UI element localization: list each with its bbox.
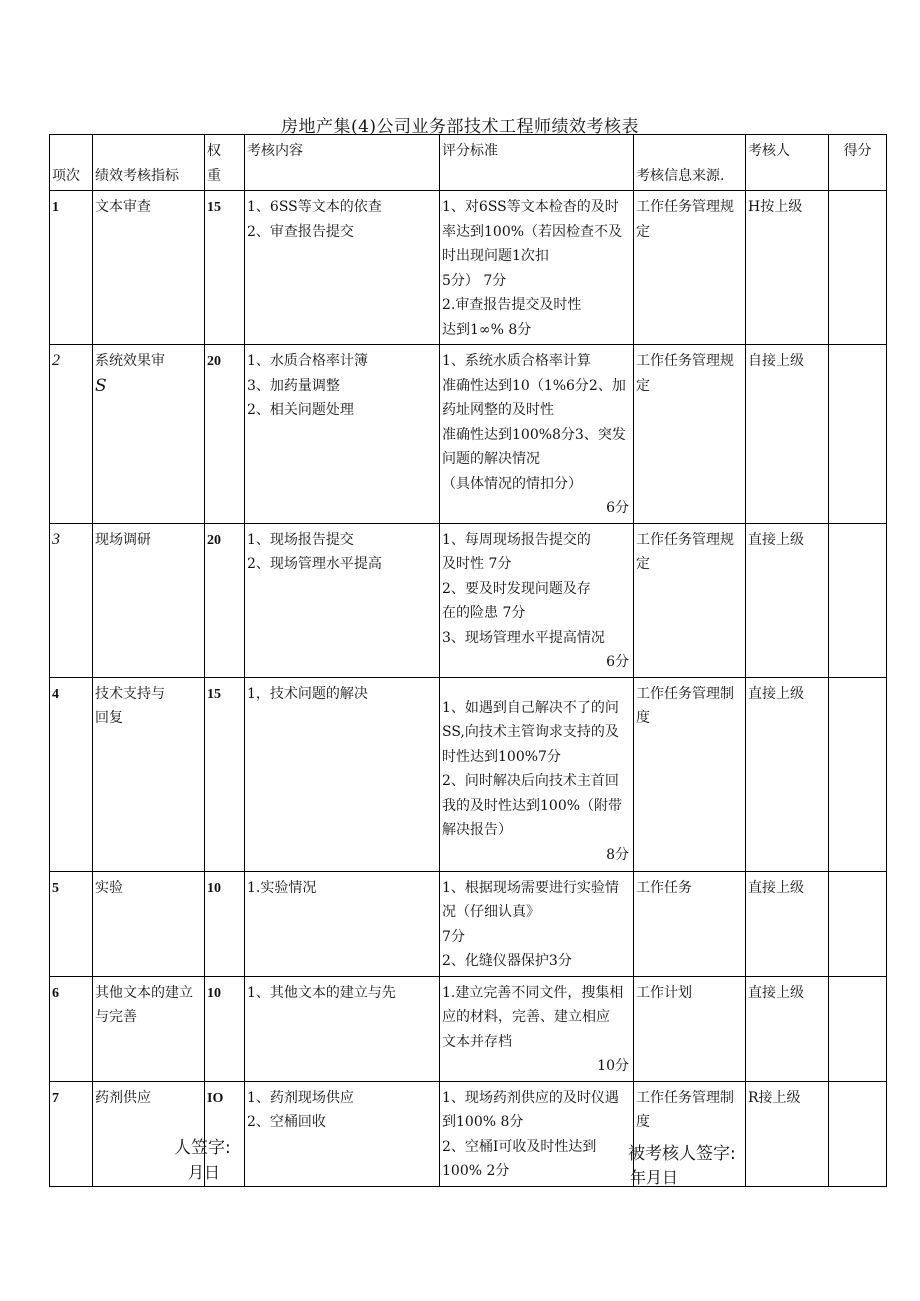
table-row — [50, 976, 887, 1081]
criteria-cell — [440, 677, 634, 871]
criteria-line: 准确性达到10（1%6分2、加 — [442, 377, 626, 394]
content-cell — [245, 1081, 440, 1186]
content-cell — [245, 191, 440, 345]
content-line: 1、其他文本的建立与先 — [247, 984, 396, 1001]
criteria-line: 应的材料，完善、建立相应 — [442, 1009, 610, 1025]
header-weight — [205, 135, 245, 191]
criteria-line: 文本并存档 — [442, 1033, 512, 1050]
criteria-line: 1、系统水质合格率计算 — [442, 353, 591, 369]
item-number-cell — [50, 523, 93, 677]
criteria-line: 达到1∞% 8分 — [442, 321, 532, 338]
score-cell — [829, 345, 887, 524]
item-number-cell — [50, 345, 93, 524]
content-line: 1.实验情况 — [247, 879, 317, 896]
assessor-cell: 直接上级 — [746, 871, 829, 976]
item-number: 6 — [52, 985, 59, 1001]
criteria-line: 2、问时解决后向技术主首回 — [442, 773, 619, 789]
indicator-cell — [93, 345, 205, 524]
signature-label-left: 人笠字: — [174, 1138, 231, 1158]
weight-value: 20 — [207, 532, 221, 548]
source-cell: 工作任务管理规定 — [634, 191, 746, 345]
indicator-line: 药剂供应 — [95, 1089, 151, 1106]
source-cell: 工作任务管理规定 — [634, 523, 746, 677]
criteria-line: 药址网整的及时性 — [442, 402, 554, 418]
header-weight-line-1: 权 — [207, 143, 221, 159]
content-cell — [245, 523, 440, 677]
assessor-cell: R接上级 — [746, 1081, 829, 1186]
criteria-line: 5分） 7分 — [442, 272, 507, 289]
signature-label-right: 被考核人签字: — [628, 1144, 736, 1164]
assessor-cell: 自接上级 — [746, 345, 829, 524]
indicator-line: 与完善 — [95, 1009, 137, 1025]
source-cell: 工作任务管理制度 — [634, 1081, 746, 1186]
assessor-cell: 直接上级 — [746, 677, 829, 871]
criteria-line: 解决报告） — [442, 822, 512, 838]
table-row — [50, 677, 887, 871]
indicator-line: 其他文本的建立 — [95, 984, 193, 1001]
source-cell: 工作任务 — [634, 871, 746, 976]
item-number-cell — [50, 677, 93, 871]
content-line: 1、现场报告提交 — [247, 531, 354, 548]
indicator-cell — [93, 191, 205, 345]
signature-date-right: 年月日 — [630, 1168, 679, 1187]
criteria-cell — [440, 345, 634, 524]
table-row — [50, 191, 887, 345]
content-line: 2、相关问题处理 — [247, 402, 354, 418]
criteria-line: 及时性 7分 — [442, 556, 512, 572]
score-cell — [829, 871, 887, 976]
page-title: 房地产集(4)公司业务部技术工程师绩效考核表 — [280, 117, 640, 137]
criteria-line: SS,向技术主管询求支持的及 — [442, 724, 619, 740]
criteria-line: 率达到100%（若因检查不及 — [442, 223, 623, 240]
item-number: 2 — [52, 352, 60, 369]
criteria-cell — [440, 191, 634, 345]
criteria-line: 3、现场管理水平提高情况 — [442, 629, 605, 646]
indicator-cell — [93, 976, 205, 1081]
content-cell — [245, 677, 440, 871]
item-number: 7 — [52, 1090, 59, 1106]
indicator-cell — [93, 523, 205, 677]
header-item-no: 项次 — [50, 135, 93, 191]
content-line: 2、审查报告提交 — [247, 223, 354, 240]
weight-cell — [205, 345, 245, 524]
criteria-line: 1.建立完善不同文件，搜集相 — [442, 984, 624, 1001]
item-number-cell — [50, 191, 93, 345]
criteria-line: 况（仔细认真》 — [442, 904, 540, 920]
criteria-cell — [440, 1081, 634, 1186]
criteria-line: 问题的解决情况 — [442, 451, 540, 467]
criteria-line: 时出现问题1次扣 — [442, 248, 549, 264]
criteria-line: 我的及时性达到100%（附带 — [442, 797, 623, 814]
assessment-table — [49, 134, 887, 1187]
indicator-line: 回复 — [95, 710, 123, 726]
criteria-line: 2、化缝仪器保护3分 — [442, 953, 572, 969]
score-cell — [829, 677, 887, 871]
header-content: 考核内容 — [245, 135, 440, 191]
source-cell: 工作任务管理制度 — [634, 677, 746, 871]
content-line: 1，技术问题的解决 — [247, 685, 368, 702]
criteria-line: 2、要及时发现问题及存 — [442, 580, 591, 597]
item-number: 5 — [52, 880, 59, 896]
item-number: 1 — [52, 200, 59, 215]
header-indicator: 绩效考核指标 — [93, 135, 205, 191]
signature-date-left: 月日 — [188, 1163, 221, 1182]
header-assessor: 考核人 — [746, 135, 829, 191]
content-line: 1、水质合格率计簿 — [247, 353, 368, 369]
assessor-cell: 直接上级 — [746, 523, 829, 677]
indicator-line: 技术支持与 — [95, 685, 165, 702]
criteria-line: 6分 — [606, 654, 629, 670]
table-row — [50, 871, 887, 976]
criteria-line: 时性达到100%7分 — [442, 748, 561, 765]
content-line: 1、药剂现场供应 — [247, 1089, 354, 1106]
indicator-line: 现场调研 — [95, 531, 151, 548]
weight-value: 20 — [207, 354, 221, 369]
criteria-line: 1、现场药剂供应的及时仪遇 — [442, 1089, 619, 1106]
weight-value: IO — [207, 1090, 224, 1106]
criteria-line: 在的险患 7分 — [442, 605, 526, 621]
criteria-line: 1、如遇到自己解决不了的问 — [442, 699, 619, 716]
content-cell — [245, 871, 440, 976]
header-weight-line-2: 重 — [207, 167, 221, 184]
header-row — [50, 135, 887, 191]
weight-value: 15 — [207, 686, 221, 702]
score-cell — [829, 1081, 887, 1186]
weight-cell — [205, 523, 245, 677]
content-cell — [245, 976, 440, 1081]
criteria-line: 2.审查报告提交及时性 — [442, 297, 582, 313]
content-line: 2、现场管理水平提高 — [247, 556, 382, 572]
table-row — [50, 345, 887, 524]
criteria-line: 2、空桶I可收及时性达到 — [442, 1138, 597, 1155]
content-line: 2、空桶回收 — [247, 1114, 326, 1130]
criteria-cell — [440, 976, 634, 1081]
criteria-line: 1、根据现场需要进行实验情 — [442, 879, 619, 896]
criteria-line: 到100% 8分 — [442, 1114, 524, 1130]
item-number-cell — [50, 1081, 93, 1186]
criteria-line: 10分 — [597, 1058, 629, 1074]
item-number: 4 — [52, 686, 59, 702]
source-cell: 工作计划 — [634, 976, 746, 1081]
weight-cell — [205, 871, 245, 976]
content-line: 3、加药量调整 — [247, 377, 340, 394]
item-number-cell — [50, 976, 93, 1081]
criteria-line: 7分 — [442, 928, 465, 945]
item-number-cell — [50, 871, 93, 976]
weight-cell — [205, 191, 245, 345]
indicator-cell — [93, 871, 205, 976]
criteria-line: 8分 — [606, 846, 629, 863]
weight-cell — [205, 976, 245, 1081]
header-criteria: 评分标准 — [440, 135, 634, 191]
indicator-line: 文本审查 — [95, 199, 151, 215]
criteria-line: （具体情况的情扣分） — [442, 475, 582, 492]
criteria-line: 1、每周现场报告提交的 — [442, 531, 591, 548]
criteria-line: 6分 — [606, 500, 629, 516]
header-source: 考核信息来源. — [634, 135, 746, 191]
header-score: 得分 — [829, 135, 887, 191]
score-cell — [829, 523, 887, 677]
content-cell — [245, 345, 440, 524]
weight-value: 10 — [207, 985, 221, 1001]
criteria-line: 准确性达到100%8分3、突发 — [442, 426, 626, 443]
score-cell — [829, 191, 887, 345]
table-row — [50, 523, 887, 677]
content-line: 1、6SS等文本的依查 — [247, 199, 382, 215]
weight-cell — [205, 677, 245, 871]
criteria-cell — [440, 523, 634, 677]
score-cell — [829, 976, 887, 1081]
criteria-line: 100% 2分 — [442, 1163, 510, 1179]
criteria-cell — [440, 871, 634, 976]
item-number: 3 — [52, 530, 60, 548]
assessor-cell: H按上级 — [746, 191, 829, 345]
indicator-cell — [93, 677, 205, 871]
assessor-cell: 直接上级 — [746, 976, 829, 1081]
source-cell: 工作任务管理规定 — [634, 345, 746, 524]
weight-value: 10 — [207, 880, 221, 896]
criteria-line: 1、对6SS等文本检杳的及时 — [442, 199, 619, 215]
indicator-line: S — [95, 375, 107, 396]
indicator-line: 系统效果审 — [95, 353, 165, 369]
indicator-line: 实验 — [95, 879, 123, 896]
weight-value: 15 — [207, 200, 221, 215]
